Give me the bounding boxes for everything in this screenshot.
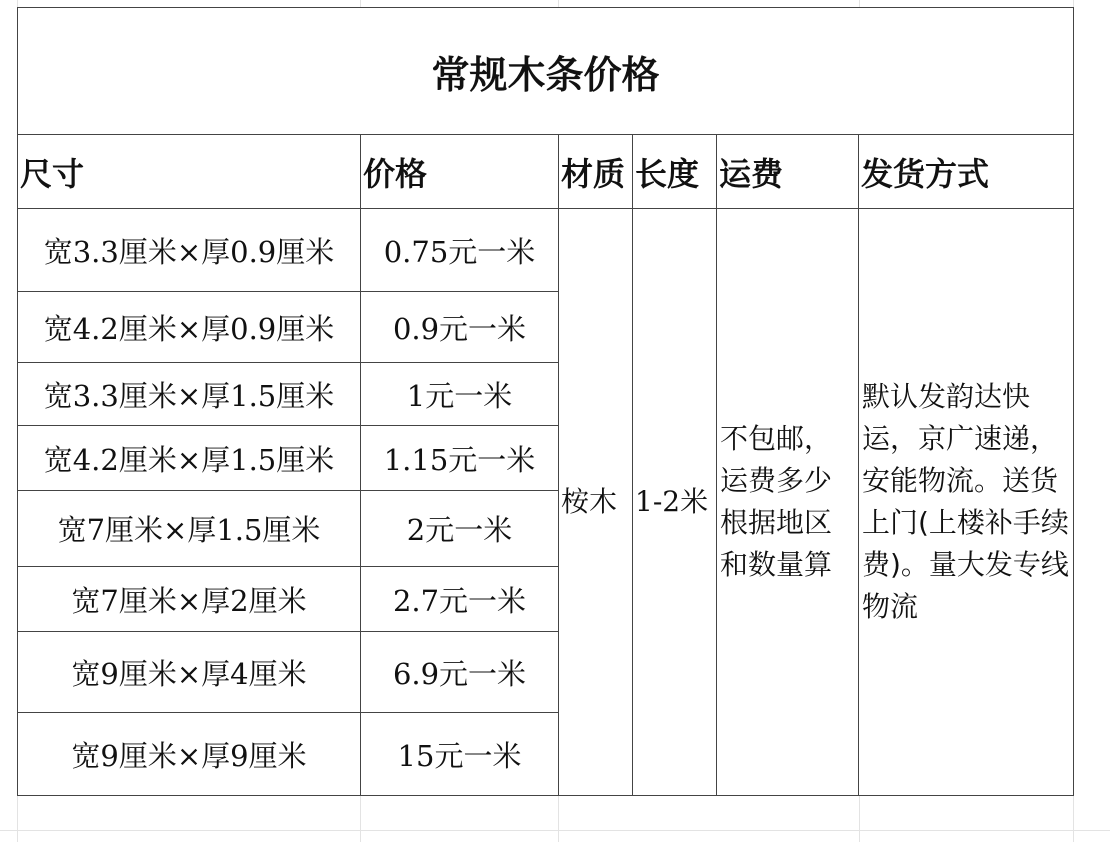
header-length: 长度 bbox=[633, 135, 717, 209]
delivery-cell: 默认发韵达快运，京广速递，安能物流。送货上门(上楼补手续费)。量大发专线物流 bbox=[859, 209, 1074, 796]
size-cell: 宽9厘米×厚4厘米 bbox=[18, 632, 361, 713]
shipping-cell: 不包邮，运费多少根据地区和数量算 bbox=[717, 209, 859, 796]
size-cell: 宽4.2厘米×厚1.5厘米 bbox=[18, 426, 361, 491]
price-cell: 0.9元一米 bbox=[361, 292, 559, 363]
header-row bbox=[18, 135, 1074, 209]
size-cell: 宽4.2厘米×厚0.9厘米 bbox=[18, 292, 361, 363]
grid-line bbox=[0, 830, 1110, 831]
length-cell: 1-2米 bbox=[633, 209, 717, 796]
price-cell: 0.75元一米 bbox=[361, 209, 559, 292]
size-cell: 宽9厘米×厚9厘米 bbox=[18, 713, 361, 796]
size-cell: 宽7厘米×厚2厘米 bbox=[18, 567, 361, 632]
price-cell: 15元一米 bbox=[361, 713, 559, 796]
price-cell: 2元一米 bbox=[361, 491, 559, 567]
header-shipping: 运费 bbox=[717, 135, 859, 209]
table-row bbox=[18, 209, 1074, 292]
size-cell: 宽7厘米×厚1.5厘米 bbox=[18, 491, 361, 567]
size-cell: 宽3.3厘米×厚1.5厘米 bbox=[18, 363, 361, 426]
header-price: 价格 bbox=[361, 135, 559, 209]
size-cell: 宽3.3厘米×厚0.9厘米 bbox=[18, 209, 361, 292]
header-material: 材质 bbox=[559, 135, 633, 209]
header-size: 尺寸 bbox=[18, 135, 361, 209]
price-cell: 1元一米 bbox=[361, 363, 559, 426]
title-row bbox=[18, 8, 1074, 135]
material-cell: 桉木 bbox=[559, 209, 633, 796]
table-title: 常规木条价格 bbox=[18, 8, 1074, 135]
header-delivery: 发货方式 bbox=[859, 135, 1074, 209]
price-cell: 1.15元一米 bbox=[361, 426, 559, 491]
price-table bbox=[17, 7, 1074, 796]
price-cell: 6.9元一米 bbox=[361, 632, 559, 713]
price-cell: 2.7元一米 bbox=[361, 567, 559, 632]
